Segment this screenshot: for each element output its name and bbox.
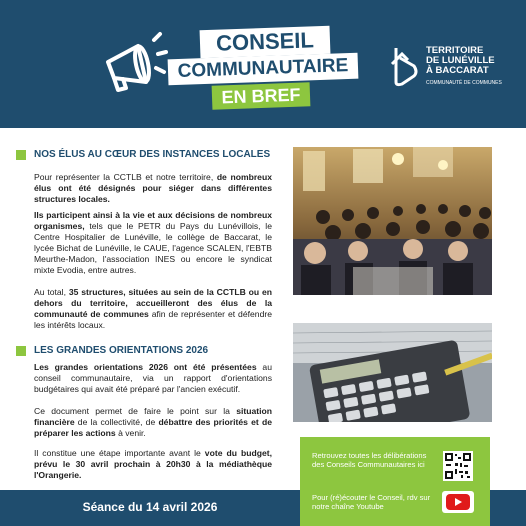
section-1-header [16,149,270,160]
footer-corner [490,490,526,526]
section-2-paragraph-2: Ce document permet de faire le point sur la situation financière de la collectivité, de débattre des priorités et de préparer les actions à venir. [34,406,272,439]
section-2-paragraph-3: Il constitue une étape importante avant le vote du budget, prévu le 30 avril prochain à 20h30 à la médiathèque l'Orangerie. [34,448,272,481]
section-1-paragraph-3: Au total, 35 structures, situées au sein de la CCTLB ou en dehors du territoire, accueilleront des élus de la communauté de communes afin de représenter et défendre les intérêts locaux. [34,287,272,331]
green-square-icon [16,150,26,160]
youtube-text: Pour (ré)écouter le Conseil, rdv sur notre chaîne Youtube [312,493,431,512]
qr-code-icon[interactable] [443,451,473,481]
title-line-2: COMMUNAUTAIRE [168,53,359,86]
session-date: Séance du 14 avril 2026 [82,500,218,514]
section-1-paragraph-2: Ils participent ainsi à la vie et aux décisions de nombreux organismes, tels que le PETR du Pays du Lunévillois, le Centre Hospitalier de Lunéville, le collège de Baccarat, le lycée Bichat de Lunéville, le CAUE, l'agence SCALEN, l'EBTB Meurthe-Madon, l'association INES ou encore le syndicat mixte Evodia, entre autres. [34,210,272,276]
title-line-3: EN BREF [212,82,311,109]
section-2-header [16,345,208,356]
megaphone-icon [98,28,168,94]
links-box [300,437,490,526]
green-square-icon [16,346,26,356]
council-meeting-photo [293,147,492,295]
title-line-1: CONSEIL [200,26,331,59]
logo-text: TERRITOIRE DE LUNÉVILLE À BACCARAT [426,45,495,76]
cctlb-logo-icon [388,44,420,88]
section-1-title: NOS ÉLUS AU CŒUR DES INSTANCES LOCALES [34,149,271,160]
section-2-paragraph-1: Les grandes orientations 2026 ont été présentées au conseil communautaire, via un rapport d'orientations budgétaires qui avait été préparé par l'ancien exécutif. [34,362,272,395]
deliberations-text: Retrouvez toutes les délibérations des Conseils Communautaires ici [312,451,427,470]
section-2-title: LES GRANDES ORIENTATIONS 2026 [34,345,209,356]
header-banner [0,0,526,128]
footer-bar [0,490,300,526]
youtube-icon[interactable] [442,491,474,513]
section-1-paragraph-1: Pour représenter la CCTLB et notre territoire, de nombreux élus ont été désignés pour siéger dans différentes structures locales. [34,172,272,205]
logo-subtitle: COMMUNAUTÉ DE COMMUNES [426,80,502,86]
calculator-photo [293,323,492,422]
